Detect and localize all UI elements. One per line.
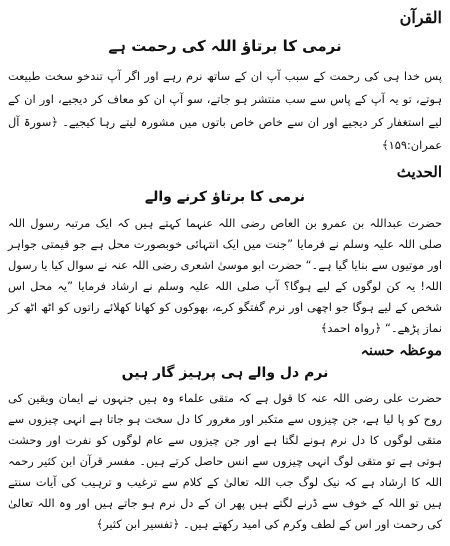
mauiza-body: حضرت علی رضی اللہ عنہ کا قول ہے کہ متقی علماء وہ ہیں جنہوں نے ایمان ویقین کی روح کو پا لیا ہے، جن چیزوں سے متکبر اور مغرور کا دل سخت ہو جاتا ہے انہی چیزوں سے متقی لوگوں کا دل نرم ہونے لگتا ہے اور جن چیزوں سے عام لوگوں کو نفرت اور وحشت ہوتی ہے تو متقی لوگ انہی چیزوں سے انس حاصل کرتے ہیں۔ مفسر قرآن ابن کثیر رحمہ اللہ کا ارشاد ہے کہ نیک لوگ جب اللہ تعالیٰ کے کلام سے ترغیب و ترہیب کی آیات سنتے ہیں تو اللہ کے خوف سے ڈرنے لگتے ہیں پھر ان کے دل نرم ہو جاتے ہیں اور وہ اللہ تعالیٰ کی رحمت اور اس کے لطف وکرم کی امید رکھتے ہیں۔ — [8, 391, 442, 531]
hadith-body: حضرت عبداللہ بن عمرو بن العاص رضی اللہ عنہما کہتے ہیں کہ ایک مرتبہ رسول اللہ صلی اللہ علیہ وسلم نے فرمایا ”جنت میں ایک انتہائی خوبصورت محل ہے جو قیمتی جواہر اور موتیوں سے بنایا گیا ہے۔“ حضرت ابو موسیٰ اشعری رضی اللہ عنہ نے سوال کیا یا رسول اللہ! یہ کن لوگوں کے لیے ہوگا؟ آپ صلی اللہ علیہ وسلم نے ارشاد فرمایا ”یہ محل اس شخص کے لیے ہوگا جو اچھی اور نرم گفتگو کرے، بھوکوں کو کھانا کھلائے راتوں کو اٹھ اٹھ کر نماز پڑھے۔“ — [8, 216, 442, 335]
hadith-reference: ﴿رواہ احمد﴾ — [320, 321, 382, 335]
hadith-heading: الحدیث — [396, 163, 442, 181]
mauiza-title: نرم دل والے ہی پرہیز گار ہیں — [121, 365, 329, 381]
quran-verse-text — [8, 65, 442, 157]
quran-title: نرمی کا برتاؤ اللہ کی رحمت ہے — [108, 37, 342, 55]
hadith-text — [8, 213, 442, 339]
mauiza-heading: موعظہ حسنہ — [360, 343, 442, 359]
quran-verse-body: پس خدا ہی کی رحمت کے سبب آپ ان کے ساتھ نرم رہے اور اگر آپ تندخو سخت طبیعت ہوتے، تو یہ آپ کے پاس سے سب منتشر ہو جاتے، سو آپ ان کو معاف کر دیجیے، اور ان کے لیے استغفار کر دیجیے اور ان سے خاص خاص باتوں میں مشورہ لیتے رہا کیجیے۔ — [8, 69, 443, 129]
quran-reference: ﴿سورۃ آل عمران:۱۵۹﴾ — [8, 115, 442, 152]
quran-heading: القرآن — [399, 8, 442, 27]
mauiza-reference: ﴿تفسیر ابن کثیر﴾ — [96, 517, 180, 531]
mauiza-text — [8, 388, 442, 535]
hadith-title: نرمی کا برتاؤ کرنے والے — [144, 189, 306, 205]
